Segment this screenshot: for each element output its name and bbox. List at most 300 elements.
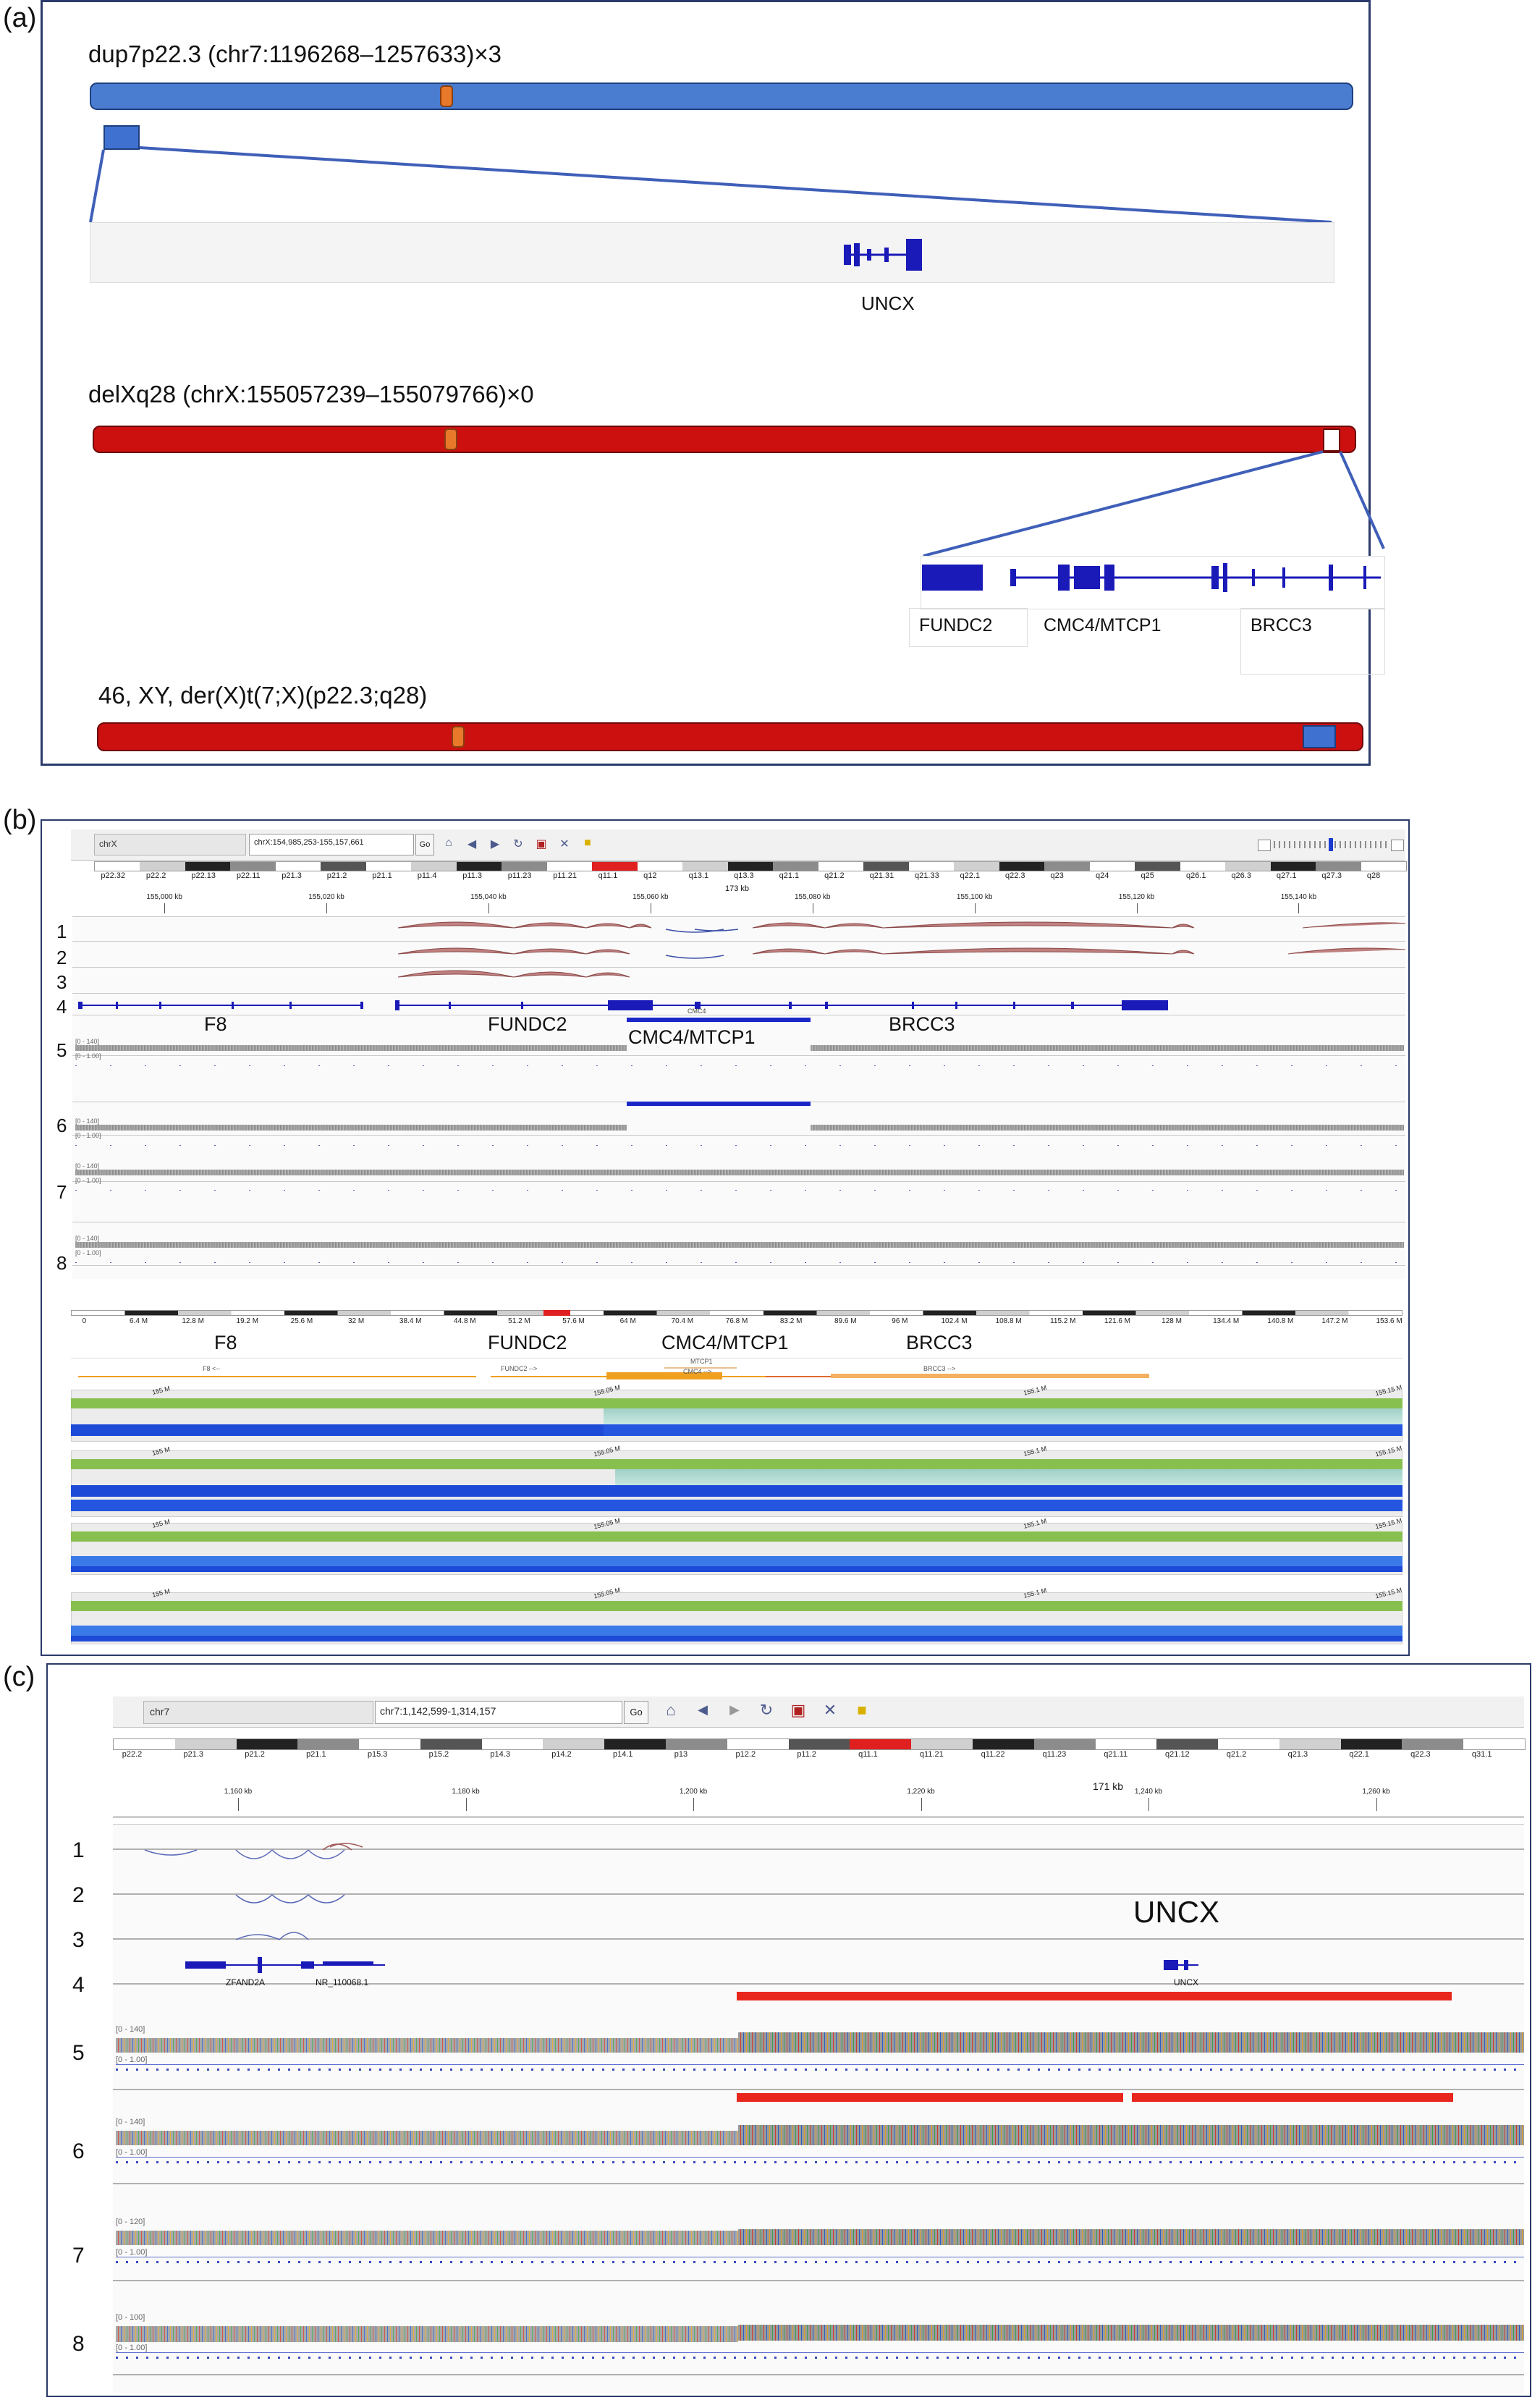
b2-gene-cmc4-mtcp1: CMC4/MTCP1 xyxy=(661,1332,789,1353)
track-number: 7 xyxy=(72,2244,85,2268)
ruler-tick-label: 155,120 kb xyxy=(1118,893,1155,901)
mb-tick-label: 140.8 M xyxy=(1267,1317,1294,1325)
b-gene-brcc3: BRCC3 xyxy=(889,1013,955,1035)
alignment-tick-label: 155.15 M xyxy=(1374,1444,1403,1458)
b-gene-fundc2: FUNDC2 xyxy=(488,1013,567,1035)
alignment-tick-label: 155 M xyxy=(151,1385,171,1396)
ideogram-band[interactable] xyxy=(773,862,818,871)
track-divider xyxy=(72,1055,1405,1056)
track-divider xyxy=(72,1181,1405,1182)
variant-dots xyxy=(75,1262,1404,1263)
ideogram-band-label: q31.1 xyxy=(1471,1750,1492,1759)
coverage-histogram xyxy=(75,1045,627,1051)
ideogram-band-label: q28 xyxy=(1366,871,1381,880)
mb-tick-label: 121.6 M xyxy=(1104,1317,1130,1325)
ideogram-band[interactable] xyxy=(547,862,592,871)
mb-tick-label: 102.4 M xyxy=(941,1317,968,1325)
alignment-blue-bar-light xyxy=(604,1424,1402,1436)
ideogram-band[interactable] xyxy=(999,862,1044,871)
variant-dots xyxy=(116,2357,1524,2359)
variant-dots xyxy=(75,1145,1404,1146)
b-gene-f8: F8 xyxy=(204,1013,227,1035)
c-forward-icon[interactable]: ▶ xyxy=(729,1702,740,1717)
ruler-tick-label: 1,240 kb xyxy=(1134,1788,1163,1796)
ideogram-band[interactable] xyxy=(850,1739,911,1749)
ideogram-band[interactable] xyxy=(140,862,185,871)
methylation-scale-label: [0 - 1.00] xyxy=(75,1052,101,1060)
c-back-icon[interactable]: ◀ xyxy=(698,1702,708,1717)
ruler-tick xyxy=(466,1798,467,1811)
coverage-histogram xyxy=(75,1125,627,1131)
ruler-tick-label: 1,200 kb xyxy=(679,1788,708,1796)
ruler-tick-label: 155,020 kb xyxy=(308,893,344,901)
ruler-tick xyxy=(921,1798,922,1811)
mb-tick-label: 96 M xyxy=(892,1317,908,1325)
ideogram-band-label: q22.1 xyxy=(960,871,981,880)
b-locus-input[interactable]: chrX:154,985,253-155,157,661 xyxy=(249,834,414,855)
ideogram-band-label: q21.12 xyxy=(1165,1750,1190,1759)
ideogram-band-label: p11.2 xyxy=(797,1750,817,1759)
b2-cmc4-track-label: CMC4 --> xyxy=(683,1368,712,1375)
alignment-tick-label: 155.05 M xyxy=(593,1516,622,1531)
coverage-histogram xyxy=(75,1170,1404,1175)
ideogram-band[interactable] xyxy=(818,862,863,871)
methylation-scale-label: [0 - 1.00] xyxy=(116,2248,148,2257)
track-number: 1 xyxy=(56,921,67,942)
ideogram-band[interactable] xyxy=(1361,862,1406,871)
ideogram-band[interactable] xyxy=(604,1739,666,1749)
mb-tick-label: 76.8 M xyxy=(725,1317,748,1325)
alignment-blue-bar xyxy=(71,1626,1402,1636)
ideogram-band[interactable] xyxy=(592,862,637,871)
c-gene-uncx-small: UNCX xyxy=(1174,1977,1199,1987)
variant-dots xyxy=(116,2161,1524,2163)
mb-tick-label: 0 xyxy=(82,1317,87,1325)
b2-gene-f8: F8 xyxy=(214,1332,237,1353)
mb-tick-label: 32 M xyxy=(347,1317,365,1325)
b-sashimi-arcs xyxy=(72,916,1405,996)
ideogram-band[interactable] xyxy=(502,862,546,871)
c-locus-input[interactable]: chr7:1,142,599-1,314,157 xyxy=(375,1701,622,1724)
b-refseq-gene-track xyxy=(72,996,1405,1015)
ruler-tick-label: 155,040 kb xyxy=(470,893,507,901)
ideogram-band-label: q11.22 xyxy=(981,1750,1005,1759)
mb-ruler-baseline xyxy=(71,1310,1402,1316)
c-duplication-bar-sample6-right xyxy=(1132,2093,1453,2102)
ideogram-band-label: p21.1 xyxy=(372,871,392,880)
coverage-scale-label: [0 - 140] xyxy=(116,2025,145,2034)
alignment-tick-label: 155.15 M xyxy=(1374,1516,1403,1531)
b-home-icon[interactable]: ⌂ xyxy=(445,837,452,849)
b2-mtcp1-track-label: MTCP1 xyxy=(690,1358,713,1365)
coverage-histogram xyxy=(116,2231,738,2245)
ideogram-band-label: q11.1 xyxy=(858,1750,878,1759)
methylation-scale-label: [0 - 1.00] xyxy=(75,1132,101,1139)
ruler-tick-label: 155,100 kb xyxy=(956,893,993,901)
del-gene-models xyxy=(921,556,1384,608)
b2-fundc2-track-label: FUNDC2 --> xyxy=(501,1365,538,1372)
methylation-scale-label: [0 - 1.00] xyxy=(75,1177,101,1184)
ideogram-band-label: q21.31 xyxy=(869,871,894,880)
track-divider xyxy=(113,2280,1524,2281)
mb-tick-label: 89.6 M xyxy=(834,1317,857,1325)
coverage-scale-label: [0 - 140] xyxy=(75,1117,100,1125)
ideogram-band-label: q21.3 xyxy=(1287,1750,1308,1759)
ideogram-band-label: q11.23 xyxy=(1042,1750,1067,1759)
track-number: 5 xyxy=(72,2041,85,2065)
ideogram-band[interactable] xyxy=(297,1739,359,1749)
alignment-deletion-fade xyxy=(604,1408,1402,1424)
track-number: 3 xyxy=(72,1928,85,1952)
ruler-tick xyxy=(1298,903,1299,913)
ideogram-band-label: p22.2 xyxy=(122,1750,143,1759)
b-chromosome-select[interactable]: chrX xyxy=(94,834,246,855)
c-gene-nr110068: NR_110068.1 xyxy=(316,1977,369,1987)
ideogram-band[interactable] xyxy=(411,862,456,871)
ideogram-band-label: p21.3 xyxy=(183,1750,204,1759)
ideogram-band-label: q13.3 xyxy=(734,871,754,880)
dup-zoom-region xyxy=(90,222,1334,283)
ruler-tick xyxy=(238,1798,239,1811)
alignment-deletion-fade xyxy=(615,1469,1402,1487)
ideogram-band-label: q26.1 xyxy=(1185,871,1206,880)
b-mb-ruler xyxy=(71,1310,1402,1332)
mb-tick-label: 153.6 M xyxy=(1376,1317,1402,1325)
cmc4-mtcp1-label: CMC4/MTCP1 xyxy=(1044,615,1162,635)
fundc2-label: FUNDC2 xyxy=(919,615,993,635)
ideogram-band[interactable] xyxy=(789,1739,850,1749)
ideogram-band[interactable] xyxy=(321,862,365,871)
ideogram-band-label: q24 xyxy=(1095,871,1109,880)
ideogram-band-label: q11.21 xyxy=(919,1750,944,1759)
alignment-green-bar xyxy=(71,1459,1402,1469)
coverage-histogram xyxy=(811,1125,1404,1131)
track-number: 6 xyxy=(72,2139,85,2163)
coverage-histogram xyxy=(116,2131,738,2145)
b-ideogram-band-labels xyxy=(94,871,1405,882)
b-popup-icon[interactable]: ■ xyxy=(584,837,591,849)
ruler-tick-label: 1,180 kb xyxy=(452,1788,480,1796)
alignment-tick-label: 155 M xyxy=(151,1445,171,1457)
c-span-label: 171 kb xyxy=(1093,1780,1124,1792)
ideogram-band[interactable] xyxy=(237,1739,298,1749)
methylation-baseline xyxy=(116,2064,1524,2065)
b2-gene-annotation-lines xyxy=(71,1358,1402,1390)
mb-tick-label: 6.4 M xyxy=(130,1317,148,1325)
ideogram-band[interactable] xyxy=(1135,862,1180,871)
b-chromosome-ideogram[interactable] xyxy=(94,861,1407,871)
ideogram-band-label: p22.32 xyxy=(101,871,126,880)
ideogram-band-label: p13 xyxy=(674,1750,688,1759)
b2-f8-track-label: F8 <-- xyxy=(203,1365,221,1372)
coverage-scale-label: [0 - 140] xyxy=(75,1162,100,1170)
panel-a-label: (a) xyxy=(3,3,37,33)
ruler-tick-label: 155,140 kb xyxy=(1280,893,1317,901)
ideogram-band[interactable] xyxy=(1279,1739,1341,1749)
track-number: 4 xyxy=(72,1973,85,1997)
methylation-scale-label: [0 - 1.00] xyxy=(75,1249,101,1256)
ideogram-band[interactable] xyxy=(1402,1739,1463,1749)
ideogram-band[interactable] xyxy=(1090,862,1135,871)
ideogram-band-label: p22.11 xyxy=(236,871,261,880)
ideogram-band-label: p12.2 xyxy=(735,1750,756,1759)
ideogram-band[interactable] xyxy=(543,1739,604,1749)
ideogram-band[interactable] xyxy=(638,862,682,871)
ideogram-band-label: q22.3 xyxy=(1410,1750,1431,1759)
ruler-tick xyxy=(1148,1798,1149,1811)
track-number: 3 xyxy=(56,971,67,993)
ideogram-band[interactable] xyxy=(1463,1739,1525,1749)
b-region-icon[interactable]: ▣ xyxy=(536,838,547,850)
ideogram-band-label: q21.1 xyxy=(779,871,800,880)
ideogram-band-label: p14.1 xyxy=(612,1750,633,1759)
ideogram-band[interactable] xyxy=(185,862,230,871)
alignment-tick-label: 155.05 M xyxy=(593,1383,622,1398)
ideogram-band[interactable] xyxy=(911,1739,973,1749)
coverage-histogram xyxy=(738,2125,1524,2145)
variant-dots xyxy=(116,2261,1524,2263)
b2-gene-brcc3: BRCC3 xyxy=(906,1332,973,1353)
c-home-icon[interactable]: ⌂ xyxy=(666,1701,676,1719)
c-ideogram-band-labels xyxy=(113,1750,1524,1762)
coverage-histogram xyxy=(811,1045,1404,1051)
ideogram-band[interactable] xyxy=(1271,862,1316,871)
coverage-histogram xyxy=(75,1242,1404,1248)
mb-tick-label: 25.6 M xyxy=(290,1317,313,1325)
ideogram-band-label: p11.21 xyxy=(553,871,578,880)
uncx-gene-model xyxy=(839,233,941,276)
ideogram-band-label: q23 xyxy=(1050,871,1064,880)
ideogram-band-label: q21.11 xyxy=(1104,1750,1128,1759)
ideogram-band-label: q27.1 xyxy=(1276,871,1297,880)
ideogram-band[interactable] xyxy=(95,862,140,871)
ideogram-band[interactable] xyxy=(175,1739,237,1749)
c-duplication-bar-sample5 xyxy=(737,1992,1452,2000)
coverage-scale-label: [0 - 140] xyxy=(75,1235,100,1242)
methylation-scale-label: [0 - 1.00] xyxy=(116,2344,148,2352)
ideogram-band-label: p14.3 xyxy=(490,1750,510,1759)
alignment-blue-bar xyxy=(71,1500,1402,1511)
dup-title: dup7p22.3 (chr7:1196268–1257633)×3 xyxy=(88,41,502,67)
b-deletion-bar-track5 xyxy=(627,1102,811,1106)
ideogram-band[interactable] xyxy=(973,1739,1034,1749)
ideogram-band[interactable] xyxy=(666,1739,727,1749)
ideogram-band-label: q21.2 xyxy=(824,871,845,880)
methylation-scale-label: [0 - 1.00] xyxy=(116,2055,148,2064)
ideogram-band[interactable] xyxy=(114,1739,175,1749)
coverage-histogram xyxy=(738,2325,1524,2341)
b-go-button[interactable]: Go xyxy=(415,834,434,855)
c-go-button[interactable]: Go xyxy=(624,1701,648,1724)
ideogram-band[interactable] xyxy=(954,862,999,871)
alignment-blue-bar xyxy=(71,1556,1402,1566)
alignment-green-bar xyxy=(71,1531,1402,1542)
mb-tick-label: 64 M xyxy=(619,1317,636,1325)
ruler-tick-label: 155,080 kb xyxy=(795,893,831,901)
ruler-tick xyxy=(1137,903,1138,913)
ideogram-band[interactable] xyxy=(457,862,502,871)
ruler-tick xyxy=(164,903,165,913)
derivative-chromosome xyxy=(97,722,1363,751)
mb-tick-label: 57.6 M xyxy=(562,1317,585,1325)
mb-tick-label: 51.2 M xyxy=(508,1317,530,1325)
mb-tick-label: 83.2 M xyxy=(779,1317,803,1325)
ideogram-band-label: q22.3 xyxy=(1005,871,1025,880)
c-refresh-icon[interactable]: ↻ xyxy=(759,1701,774,1719)
b-zoom-slider-thumb[interactable] xyxy=(1329,838,1333,851)
alignment-tick-label: 155.1 M xyxy=(1023,1445,1048,1458)
c-chromosome-ideogram[interactable] xyxy=(113,1738,1526,1750)
ruler-tick xyxy=(1376,1798,1377,1811)
c-resize-icon[interactable]: ✕ xyxy=(823,1701,837,1719)
ideogram-band-label: q27.3 xyxy=(1321,871,1342,880)
del-title: delXq28 (chrX:155057239–155079766)×0 xyxy=(88,381,534,407)
ideogram-band[interactable] xyxy=(909,862,954,871)
ideogram-band[interactable] xyxy=(1316,862,1361,871)
ideogram-band-label: p15.2 xyxy=(428,1750,449,1759)
track-number: 4 xyxy=(56,996,67,1018)
variant-dots xyxy=(75,1190,1404,1191)
b-gene-cmc4-mtcp1: CMC4/MTCP1 xyxy=(628,1026,756,1048)
track-divider xyxy=(113,2089,1524,2090)
methylation-baseline xyxy=(116,2157,1524,2158)
coverage-scale-label: [0 - 140] xyxy=(116,2118,145,2126)
b-refresh-icon[interactable]: ↻ xyxy=(513,838,523,850)
del-zoom-lines xyxy=(0,434,1540,565)
alignment-blue-bar xyxy=(71,1485,1402,1497)
track-number: 7 xyxy=(56,1181,67,1203)
coverage-histogram xyxy=(116,2326,738,2342)
mb-tick-label: 147.2 M xyxy=(1321,1317,1348,1325)
coverage-scale-label: [0 - 140] xyxy=(75,1038,100,1045)
c-duplication-bar-sample6-left xyxy=(737,2093,1123,2102)
mb-tick-label: 128 M xyxy=(1162,1317,1182,1325)
ruler-tick-label: 1,220 kb xyxy=(907,1788,935,1796)
mb-tick-label: 115.2 M xyxy=(1050,1317,1076,1325)
ideogram-band-label: q22.1 xyxy=(1349,1750,1369,1759)
ideogram-band[interactable] xyxy=(1034,1739,1096,1749)
ideogram-band[interactable] xyxy=(727,1739,789,1749)
track-number: 8 xyxy=(72,2332,85,2356)
b2-brcc3-track-label: BRCC3 --> xyxy=(923,1365,956,1372)
track-number: 1 xyxy=(72,1838,85,1862)
coverage-histogram xyxy=(116,2038,738,2053)
ideogram-band-label: p21.2 xyxy=(245,1750,265,1759)
b-forward-icon[interactable]: ▶ xyxy=(490,838,500,850)
ideogram-band[interactable] xyxy=(230,862,275,871)
c-sashimi-arcs xyxy=(113,1838,547,1954)
der-title: 46, XY, der(X)t(7;X)(p22.3;q28) xyxy=(98,682,428,709)
coverage-scale-label: [0 - 120] xyxy=(116,2218,145,2226)
b-zoom-minus-button[interactable] xyxy=(1258,840,1271,851)
alignment-blue-bar xyxy=(71,1566,1402,1572)
ideogram-band[interactable] xyxy=(682,862,727,871)
c-gene-zfand2a: ZFAND2A xyxy=(226,1977,266,1987)
mb-tick-label: 19.2 M xyxy=(236,1317,259,1325)
ideogram-band[interactable] xyxy=(1218,1739,1279,1749)
ideogram-band[interactable] xyxy=(366,862,411,871)
track-divider xyxy=(72,1135,1405,1136)
ruler-tick-label: 155,000 kb xyxy=(146,893,182,901)
ideogram-band[interactable] xyxy=(863,862,908,871)
alignment-tick-label: 155 M xyxy=(151,1518,171,1529)
ruler-tick-label: 1,260 kb xyxy=(1362,1788,1390,1796)
alignment-tick-label: 155.15 M xyxy=(1374,1586,1403,1600)
track-number: 5 xyxy=(56,1039,67,1061)
ideogram-band-label: q13.1 xyxy=(688,871,709,880)
ideogram-band[interactable] xyxy=(1044,862,1089,871)
b-zoom-plus-button[interactable] xyxy=(1391,840,1404,851)
ideogram-band[interactable] xyxy=(728,862,773,871)
ideogram-band[interactable] xyxy=(1225,862,1270,871)
ideogram-band[interactable] xyxy=(1180,862,1225,871)
ruler-tick xyxy=(326,903,327,913)
track-number: 2 xyxy=(56,947,67,968)
ideogram-band[interactable] xyxy=(359,1739,420,1749)
ideogram-band-label: q11.1 xyxy=(598,871,618,880)
c-uncx-big-label: UNCX xyxy=(1133,1895,1220,1929)
ruler-tick xyxy=(693,1798,694,1811)
der-centromere xyxy=(452,726,465,748)
ideogram-band-label: p21.2 xyxy=(326,871,347,880)
ideogram-band[interactable] xyxy=(1156,1739,1218,1749)
panel-b-label: (b) xyxy=(3,805,37,835)
b-resize-icon[interactable]: ✕ xyxy=(559,838,570,850)
ideogram-band-label: p22.13 xyxy=(191,871,216,880)
ideogram-band[interactable] xyxy=(1341,1739,1402,1749)
c-popup-icon[interactable]: ■ xyxy=(857,1701,867,1719)
c-region-icon[interactable]: ▣ xyxy=(790,1701,806,1719)
c-chromosome-select[interactable]: chr7 xyxy=(143,1701,373,1724)
ideogram-band-label: p21.3 xyxy=(282,871,302,880)
ideogram-band[interactable] xyxy=(482,1739,543,1749)
ideogram-band-label: p14.2 xyxy=(551,1750,572,1759)
ruler-tick-label: 155,060 kb xyxy=(632,893,669,901)
b-back-icon[interactable]: ◀ xyxy=(467,838,477,850)
brcc3-label: BRCC3 xyxy=(1251,615,1312,635)
c-ruler xyxy=(113,1766,1524,1817)
mb-tick-label: 108.8 M xyxy=(995,1317,1022,1325)
track-divider xyxy=(72,1265,1405,1266)
coverage-histogram xyxy=(738,2032,1524,2053)
alignment-green-bar xyxy=(71,1601,1402,1611)
track-number: 8 xyxy=(56,1252,67,1274)
ideogram-band[interactable] xyxy=(1096,1739,1157,1749)
alignment-tick-label: 155 M xyxy=(151,1587,171,1599)
b-deletion-bar-track4 xyxy=(627,1018,811,1022)
ideogram-band-label: p11.4 xyxy=(417,871,437,880)
ideogram-band-label: q12 xyxy=(643,871,657,880)
mb-tick-label: 12.8 M xyxy=(182,1317,204,1325)
ideogram-band[interactable] xyxy=(420,1739,482,1749)
c-refseq-gene-track xyxy=(113,1954,1524,1976)
ruler-tick-label: 1,160 kb xyxy=(224,1788,253,1796)
track-number: 2 xyxy=(72,1883,85,1907)
b-gene-small-label: CMC4 xyxy=(688,1007,706,1015)
ideogram-band[interactable] xyxy=(276,862,321,871)
b2-gene-fundc2: FUNDC2 xyxy=(488,1332,567,1353)
mb-tick-label: 70.4 M xyxy=(671,1317,694,1325)
mb-tick-label: 38.4 M xyxy=(399,1317,422,1325)
uncx-label: UNCX xyxy=(861,292,915,314)
track-divider xyxy=(113,2183,1524,2184)
variant-dots xyxy=(116,2069,1524,2071)
ideogram-band-label: q26.3 xyxy=(1231,871,1251,880)
alignment-tick-label: 155.1 M xyxy=(1023,1586,1048,1600)
alignment-green-bar xyxy=(71,1398,1402,1408)
mb-ruler-highlight xyxy=(543,1310,570,1316)
mb-tick-label: 134.4 M xyxy=(1213,1317,1240,1325)
